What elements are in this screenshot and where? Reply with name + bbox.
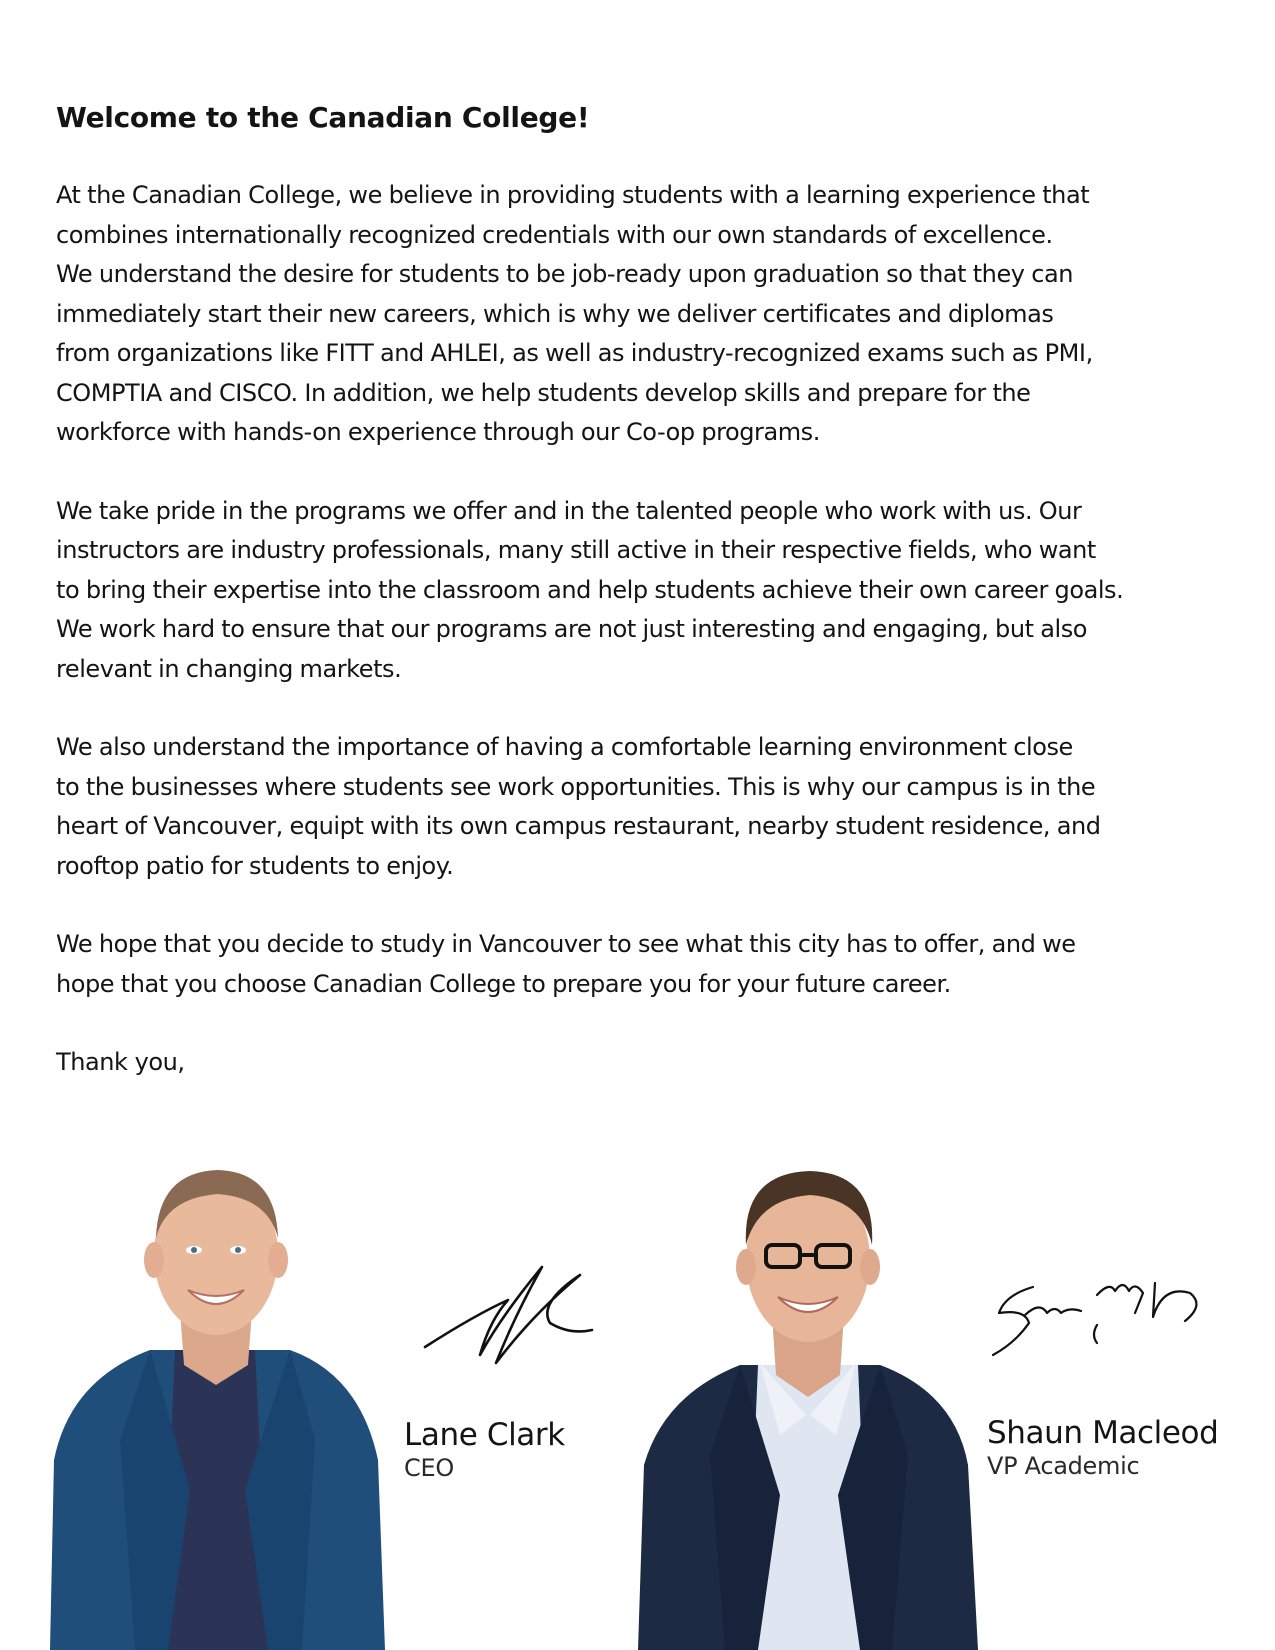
- signatory-role: CEO: [404, 1454, 454, 1482]
- signature-lane-clark: [420, 1255, 610, 1375]
- portrait-lane-clark: [40, 1160, 400, 1650]
- paragraph-line: relevant in changing markets.: [56, 654, 402, 683]
- paragraph-line: heart of Vancouver, equipt with its own campus restaurant, nearby student residence, and: [56, 812, 1101, 840]
- paragraph-line: At the Canadian College, we believe in providing students with a learning experience that: [56, 181, 1090, 209]
- paragraph-line: We understand the desire for students to be job-ready upon graduation so that they can: [56, 260, 1073, 288]
- paragraph-line: COMPTIA and CISCO. In addition, we help students develop skills and prepare for the: [56, 378, 1031, 407]
- paragraph-line: workforce with hands-on experience through our Co-op programs.: [56, 418, 820, 446]
- paragraph-line: from organizations like FITT and AHLEI, as well as industry-recognized exams such as PMI,: [56, 339, 1093, 367]
- paragraph-line: combines internationally recognized credentials with our own standards of excellence.: [56, 220, 1053, 249]
- paragraph-line: instructors are industry professionals, many still active in their respective fields, who want: [56, 536, 1096, 564]
- portrait-shaun-macleod: [630, 1165, 990, 1650]
- paragraph-line: rooftop patio for students to enjoy.: [56, 851, 454, 880]
- paragraph-line: We work hard to ensure that our programs are not just interesting and engaging, but also: [56, 615, 1088, 643]
- paragraph-line: to bring their expertise into the classroom and help students achieve their own career goals.: [56, 575, 1124, 604]
- signatory-name: Shaun Macleod: [987, 1415, 1219, 1451]
- paragraph-line: hope that you choose Canadian College to prepare you for your future career.: [56, 969, 951, 998]
- signature-shaun-macleod: [985, 1265, 1220, 1375]
- paragraph-line: to the businesses where students see work opportunities. This is why our campus is in the: [56, 772, 1096, 801]
- letter-body: [56, 176, 1236, 1004]
- letter-paragraph: [56, 728, 1236, 886]
- signatory-role: VP Academic: [987, 1452, 1140, 1480]
- paragraph-line: We take pride in the programs we offer and in the talented people who work with us. Our: [56, 496, 1082, 525]
- paragraph-line: We also understand the importance of having a comfortable learning environment close: [56, 733, 1073, 761]
- letter-title: Welcome to the Canadian College!: [56, 101, 590, 134]
- signatory-name: Lane Clark: [404, 1417, 565, 1453]
- letter-paragraph: [56, 176, 1236, 453]
- letter-paragraph: [56, 925, 1236, 1004]
- letter-closing: Thank you,: [56, 1048, 185, 1076]
- paragraph-line: immediately start their new careers, which is why we deliver certificates and diplomas: [56, 299, 1054, 328]
- welcome-letter: [56, 98, 1236, 1083]
- letter-paragraph: [56, 492, 1236, 690]
- paragraph-line: We hope that you decide to study in Vancouver to see what this city has to offer, and we: [56, 930, 1076, 958]
